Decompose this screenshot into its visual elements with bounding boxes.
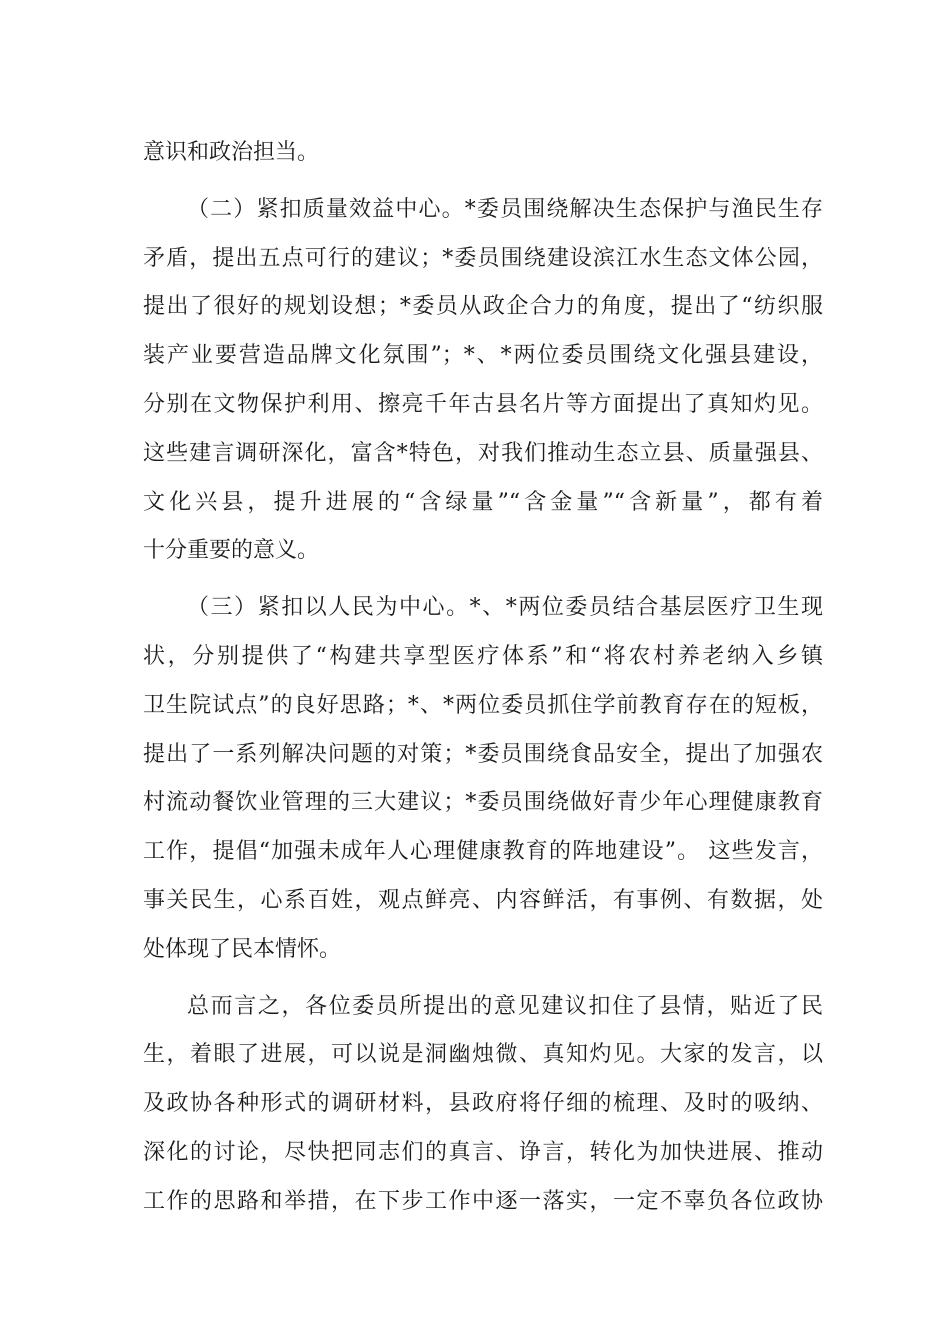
text-line: 卫生院试点”的良好思路；*、*两位委员抓住学前教育存在的短板， [143, 692, 823, 718]
text-line: 总而言之，各位委员所提出的意见建议扣住了县情，贴近了民 [187, 993, 823, 1019]
text-line: 提出了很好的规划设想；*委员从政企合力的角度，提出了“纺织服 [143, 294, 823, 320]
text-line: 十分重要的意义。 [143, 538, 320, 564]
text-line: 矛盾，提出五点可行的建议；*委员围绕建设滨江水生态文体公园， [143, 245, 823, 271]
text-line: 村流动餐饮业管理的三大建议；*委员围绕做好青少年心理健康教育 [143, 790, 823, 816]
paragraph-gap [143, 975, 823, 983]
text-line: 文化兴县，提升进展的“含绿量”“含金量”“含新量”，都有着 [143, 489, 823, 515]
text-line: 装产业要营造品牌文化氛围”；*、*两位委员围绕文化强县建设， [143, 343, 823, 369]
paragraph-gap [143, 178, 823, 186]
text-line: 生，着眼了进展，可以说是洞幽烛微、真知灼见。大家的发言，以 [143, 1042, 823, 1068]
text-line: 状，分别提供了“构建共享型医疗体系”和“将农村养老纳入乡镇 [143, 643, 823, 669]
text-line: 提出了一系列解决问题的对策；*委员围绕食品安全，提出了加强农 [143, 741, 823, 767]
text-line: （二）紧扣质量效益中心。*委员围绕解决生态保护与渔民生存 [187, 196, 823, 222]
text-line: 分别在文物保护利用、擦亮千年古县名片等方面提出了真知灼见。 [143, 391, 823, 417]
text-line: 意识和政治担当。 [143, 140, 320, 165]
text-line: 事关民生，心系百姓，观点鲜亮、内容鲜活，有事例、有数据，处 [143, 887, 823, 913]
text-line: 及政协各种形式的调研材料，县政府将仔细的梳理、及时的吸纳、 [143, 1091, 823, 1117]
text-line: 工作，提倡“加强未成年人心理健康教育的阵地建设”。 这些发言， [143, 839, 823, 865]
paragraph-gap [143, 576, 823, 584]
text-line: （三）紧扣以人民为中心。*、*两位委员结合基层医疗卫生现 [187, 595, 823, 621]
text-line: 工作的思路和举措，在下步工作中逐一落实，一定不辜负各位政协 [143, 1188, 823, 1214]
text-line: 处体现了民本情怀。 [143, 936, 342, 962]
document-body [143, 129, 823, 1227]
text-line: 这些建言调研深化，富含*特色，对我们推动生态立县、质量强县、 [143, 440, 823, 466]
text-line: 深化的讨论，尽快把同志们的真言、诤言，转化为加快进展、推动 [143, 1139, 823, 1165]
